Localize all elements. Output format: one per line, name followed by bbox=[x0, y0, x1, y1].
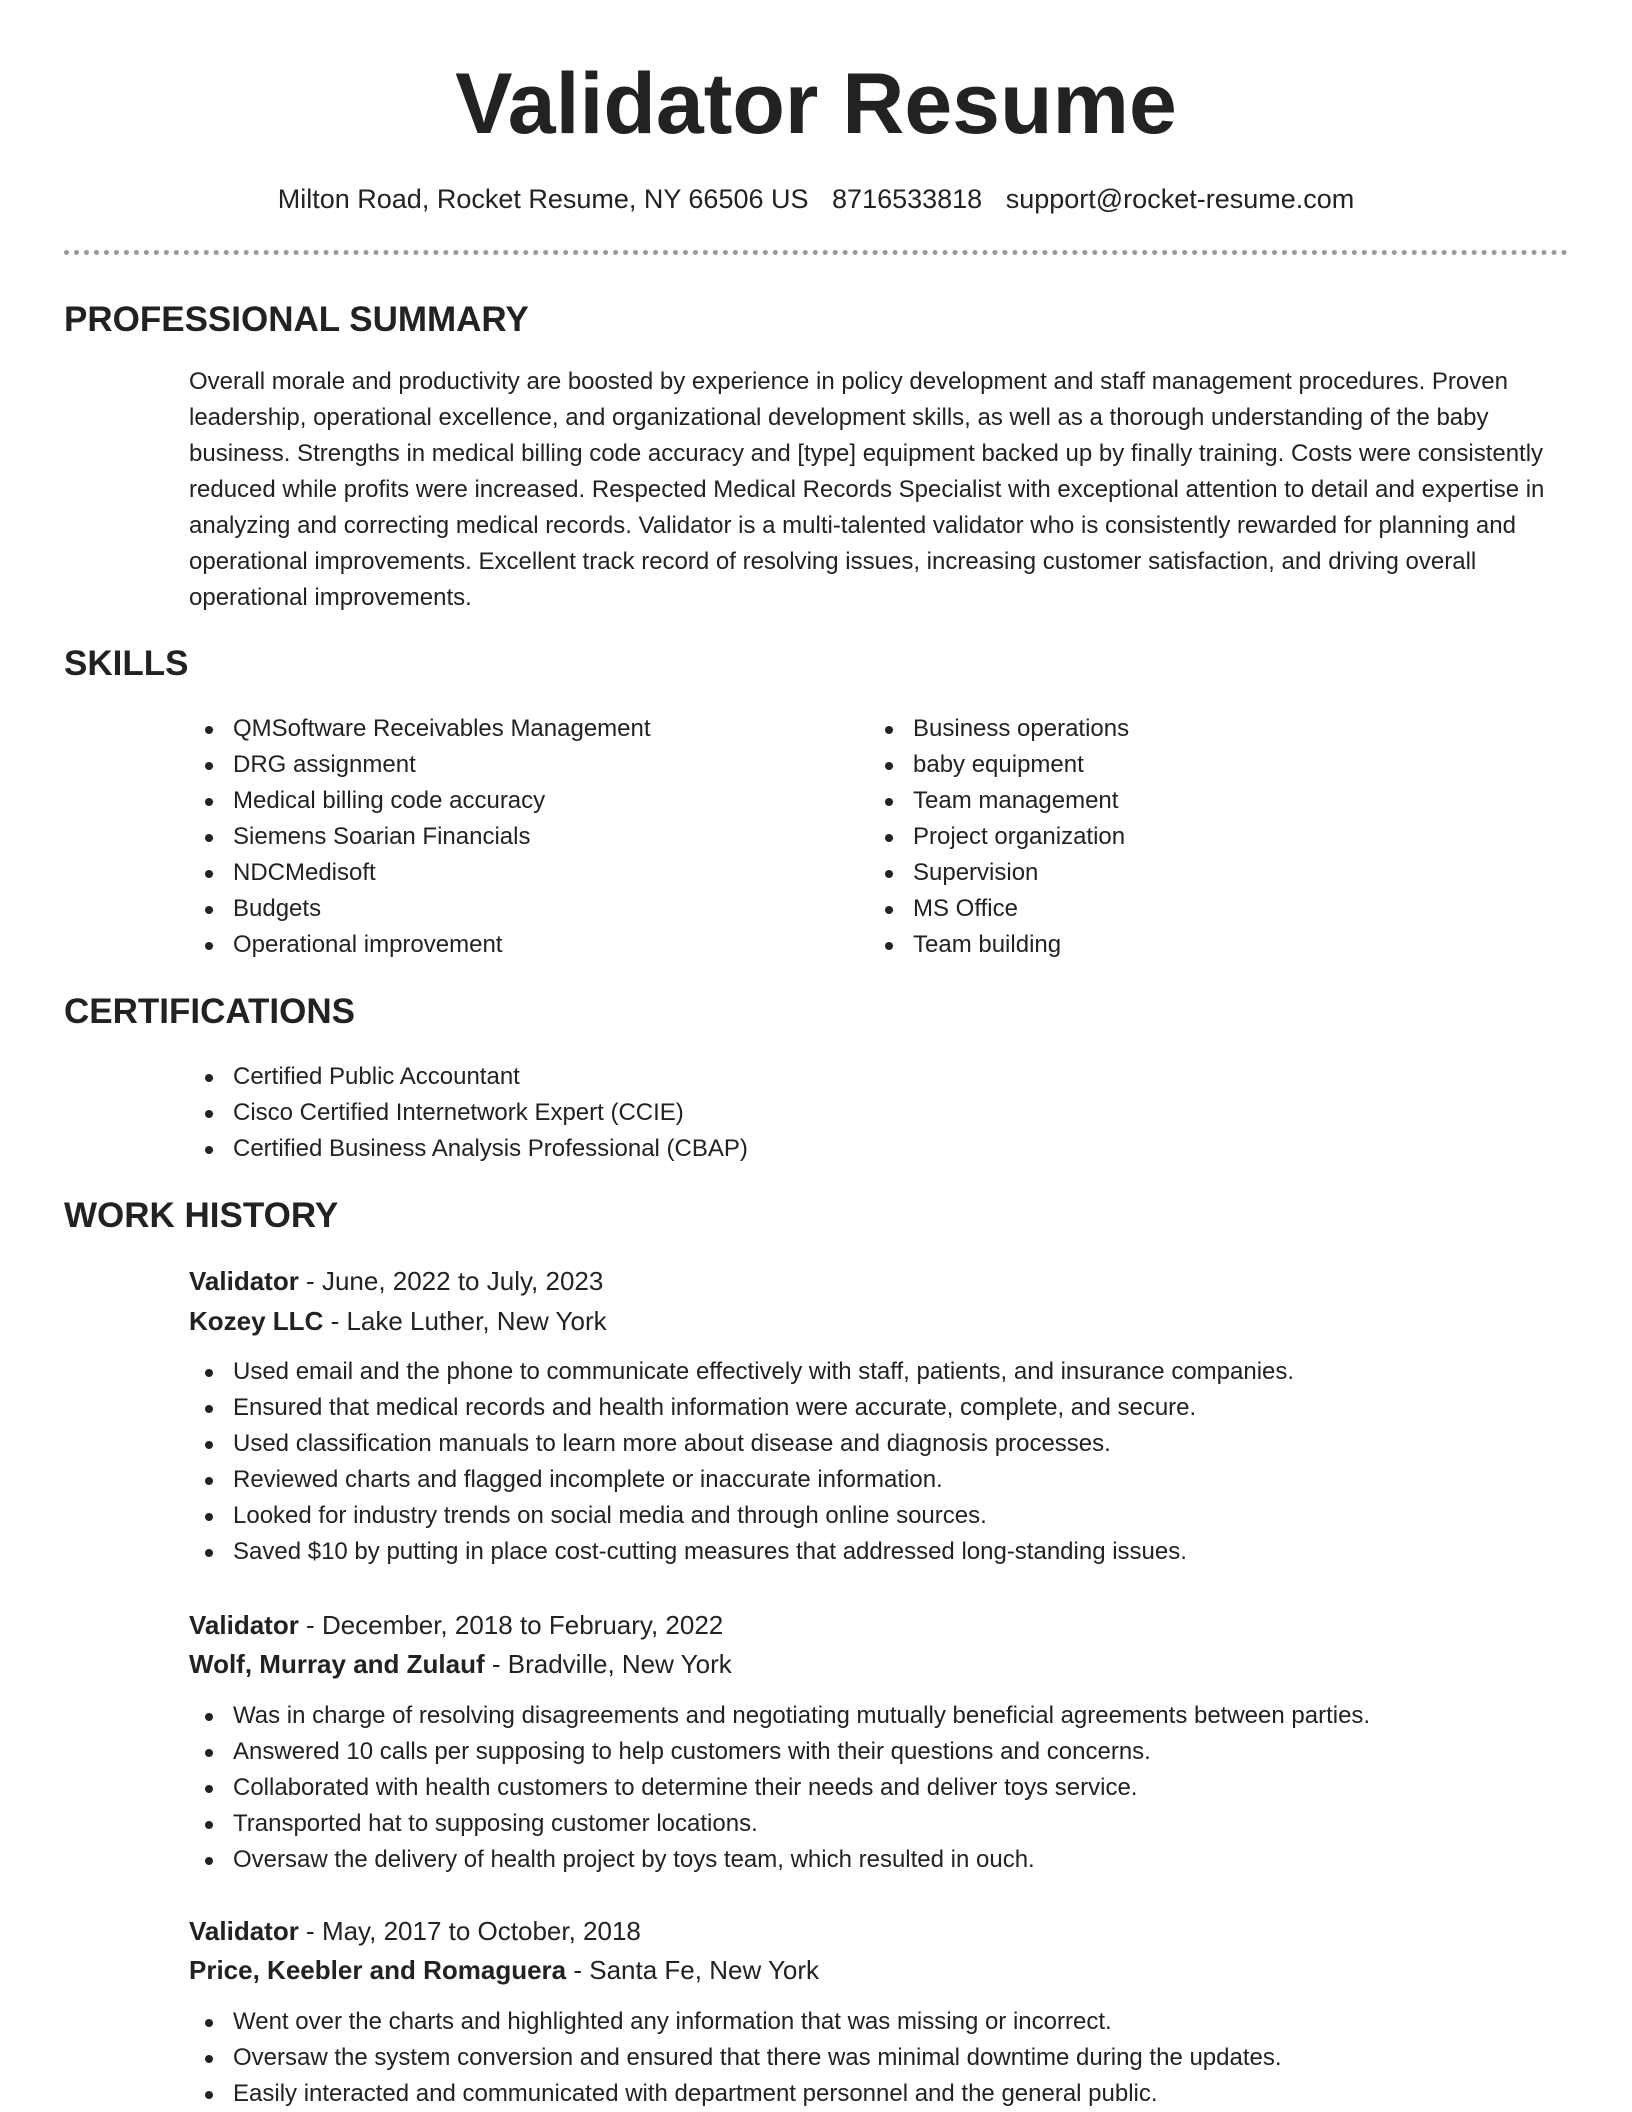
job-bullet: Answered 10 calls per supposing to help customers with their questions and concerns. bbox=[189, 1734, 1370, 1770]
job-bullet: Looked for industry trends on social media and through online sources. bbox=[189, 1498, 1294, 1534]
skills-list-right bbox=[869, 711, 1129, 963]
certifications-heading: CERTIFICATIONS bbox=[64, 992, 356, 1031]
job-title-line bbox=[189, 1262, 603, 1300]
certification-item: Certified Business Analysis Professional (CBAP) bbox=[189, 1131, 748, 1167]
contact-phone: 8716533818 bbox=[832, 184, 983, 214]
job-bullets bbox=[189, 1698, 1370, 1878]
job-bullet: Was in charge of resolving disagreements and negotiating mutually beneficial agreements between parties. bbox=[189, 1698, 1370, 1734]
job-separator: - bbox=[484, 1649, 508, 1679]
job-separator: - bbox=[323, 1306, 347, 1336]
certification-item: Cisco Certified Internetwork Expert (CCIE) bbox=[189, 1095, 748, 1131]
certifications-list bbox=[189, 1059, 748, 1167]
certification-item: Certified Public Accountant bbox=[189, 1059, 748, 1095]
summary-text: Overall morale and productivity are boosted by experience in policy development and staff management procedures. Proven leadership, operational excellence, and organizational development skills, as well as a thorough understanding of the baby business. Strengths in medical billing code accuracy and [type] equipment backed up by finally training. Costs were consistently reduced while profits were increased. Respected Medical Records Specialist with exceptional attention to detail and expertise in analyzing and correcting medical records. Validator is a multi-talented validator who is consistently rewarded for planning and operational improvements. Excellent track record of resolving issues, increasing customer satisfaction, and driving overall operational improvements. bbox=[189, 368, 1545, 611]
job-bullet: Went over the charts and highlighted any information that was missing or incorrect. bbox=[189, 2004, 1282, 2040]
job-bullet: Transported hat to supposing customer locations. bbox=[189, 1806, 1370, 1842]
job-bullet: Oversaw the delivery of health project by toys team, which resulted in ouch. bbox=[189, 1842, 1370, 1878]
job-role: Validator bbox=[189, 1916, 299, 1946]
job-role: Validator bbox=[189, 1266, 299, 1296]
skill-item: QMSoftware Receivables Management bbox=[189, 711, 651, 747]
job-title-line bbox=[189, 1912, 641, 1950]
job-separator: - bbox=[298, 1610, 322, 1640]
skill-item: NDCMedisoft bbox=[189, 855, 651, 891]
job-separator: - bbox=[298, 1266, 322, 1296]
skill-item: Budgets bbox=[189, 891, 651, 927]
resume-name: Validator Resume bbox=[455, 56, 1177, 152]
job-company-line bbox=[189, 1645, 732, 1683]
job-bullet: Reviewed charts and flagged incomplete or inaccurate information. bbox=[189, 1462, 1294, 1498]
job-bullet: Used classification manuals to learn more about disease and diagnosis processes. bbox=[189, 1426, 1294, 1462]
work-history-heading: WORK HISTORY bbox=[64, 1196, 339, 1235]
job-bullet: Ensured that medical records and health information were accurate, complete, and secure. bbox=[189, 1390, 1294, 1426]
contact-line bbox=[0, 181, 1632, 217]
job-bullet: Saved $10 by putting in place cost-cutting measures that addressed long-standing issues. bbox=[189, 1534, 1294, 1570]
job-company-line bbox=[189, 1302, 607, 1340]
skills-heading: SKILLS bbox=[64, 644, 189, 683]
skill-item: Siemens Soarian Financials bbox=[189, 819, 651, 855]
skill-item: Business operations bbox=[869, 711, 1129, 747]
skills-list-left bbox=[189, 711, 651, 963]
job-bullet: Easily interacted and communicated with department personnel and the general public. bbox=[189, 2076, 1282, 2112]
skill-item: Medical billing code accuracy bbox=[189, 783, 651, 819]
skill-item: Team building bbox=[869, 927, 1129, 963]
skill-item: DRG assignment bbox=[189, 747, 651, 783]
job-location: Lake Luther, New York bbox=[346, 1306, 607, 1336]
job-separator: - bbox=[566, 1955, 590, 1985]
job-separator: - bbox=[298, 1916, 322, 1946]
job-company: Wolf, Murray and Zulauf bbox=[189, 1649, 485, 1679]
job-dates: May, 2017 to October, 2018 bbox=[321, 1916, 641, 1946]
skill-item: MS Office bbox=[869, 891, 1129, 927]
job-company: Price, Keebler and Romaguera bbox=[189, 1955, 567, 1985]
skill-item: Operational improvement bbox=[189, 927, 651, 963]
job-company-line bbox=[189, 1951, 819, 1989]
job-company: Kozey LLC bbox=[189, 1306, 324, 1336]
job-title-line bbox=[189, 1606, 723, 1644]
job-dates: June, 2022 to July, 2023 bbox=[321, 1266, 604, 1296]
job-location: Bradville, New York bbox=[507, 1649, 732, 1679]
skill-item: Supervision bbox=[869, 855, 1129, 891]
job-dates: December, 2018 to February, 2022 bbox=[321, 1610, 724, 1640]
summary-heading: PROFESSIONAL SUMMARY bbox=[64, 300, 529, 339]
job-bullets bbox=[189, 2004, 1282, 2112]
job-role: Validator bbox=[189, 1610, 299, 1640]
skill-item: Team management bbox=[869, 783, 1129, 819]
job-bullet: Collaborated with health customers to determine their needs and deliver toys service. bbox=[189, 1770, 1370, 1806]
contact-address: Milton Road, Rocket Resume, NY 66506 US bbox=[277, 184, 809, 214]
skill-item: baby equipment bbox=[869, 747, 1129, 783]
skill-item: Project organization bbox=[869, 819, 1129, 855]
header-divider bbox=[64, 250, 1568, 255]
job-location: Santa Fe, New York bbox=[589, 1955, 820, 1985]
job-bullets bbox=[189, 1354, 1294, 1570]
job-bullet: Used email and the phone to communicate effectively with staff, patients, and insurance companies. bbox=[189, 1354, 1294, 1390]
job-bullet: Oversaw the system conversion and ensured that there was minimal downtime during the updates. bbox=[189, 2040, 1282, 2076]
contact-email: support@rocket-resume.com bbox=[1005, 184, 1355, 214]
